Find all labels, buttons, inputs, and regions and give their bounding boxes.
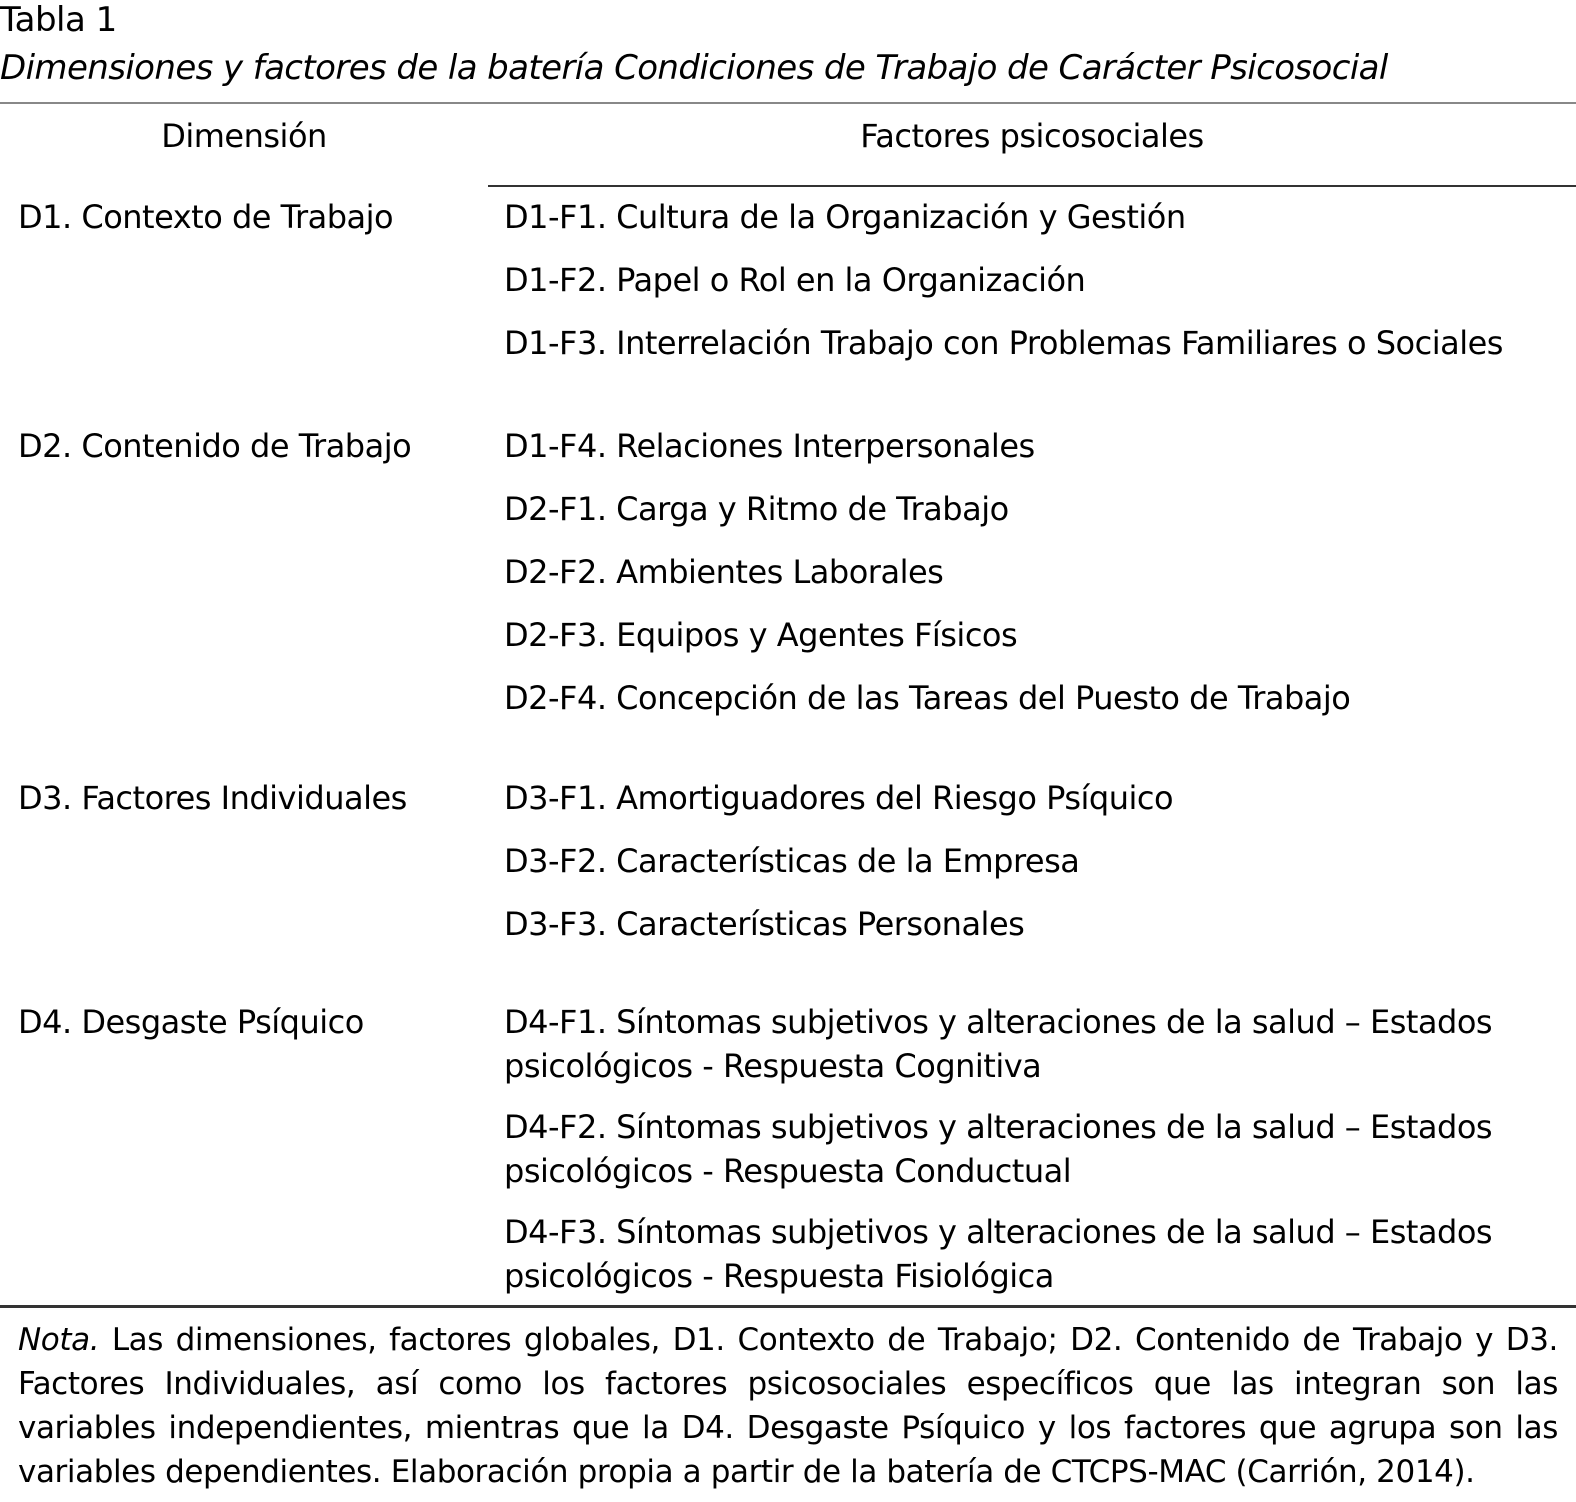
table-title: Dimensiones y factores de la batería Condiciones de Trabajo de Carácter Psicosocial: [0, 48, 1388, 88]
column-header-factors: Factores psicosociales: [860, 117, 1204, 155]
factor-cell-d4-f3: D4-F3. Síntomas subjetivos y alteraciones de la salud – Estados psicológicos - Respuesta Fisiológica: [504, 1213, 1493, 1295]
factor-cell-d4-f1: D4-F1. Síntomas subjetivos y alteraciones de la salud – Estados psicológicos - Respuesta Cognitiva: [504, 1003, 1493, 1085]
dimension-cell-d4: D4. Desgaste Psíquico: [18, 1003, 364, 1041]
factor-cell-d2-f3: D2-F3. Equipos y Agentes Físicos: [504, 616, 1018, 654]
note-text: Las dimensiones, factores globales, D1. Contexto de Trabajo; D2. Contenido de Trabajo y D3. Factores Individuales, así como los factores psicosociales específicos que las integran son las variables independientes, mientras que la D4. Desgaste Psíquico y los factores que agrupa son las variables dependientes. Elaboración propia a partir de la batería de CTCPS-MAC (Carrión, 2014).: [18, 1322, 1558, 1490]
table-label: Tabla 1: [0, 0, 117, 40]
dimension-cell-d1: D1. Contexto de Trabajo: [18, 198, 394, 236]
table-note: [18, 1318, 1558, 1494]
column-header-dimension: Dimensión: [161, 117, 327, 155]
dimension-cell-d3: D3. Factores Individuales: [18, 779, 407, 817]
factor-cell-d2-f4: D2-F4. Concepción de las Tareas del Puesto de Trabajo: [504, 679, 1351, 717]
factor-cell-d1-f2: D1-F2. Papel o Rol en la Organización: [504, 261, 1086, 299]
table-top-rule: [0, 102, 1576, 104]
factor-cell-d4-f2: D4-F2. Síntomas subjetivos y alteraciones de la salud – Estados psicológicos - Respuesta Conductual: [504, 1108, 1493, 1190]
factor-cell-d3-f2: D3-F2. Características de la Empresa: [504, 842, 1080, 880]
factor-cell-d1-f4: D1-F4. Relaciones Interpersonales: [504, 427, 1035, 465]
factor-cell-d1-f3: D1-F3. Interrelación Trabajo con Problemas Familiares o Sociales: [504, 324, 1503, 362]
dimension-cell-d2: D2. Contenido de Trabajo: [18, 427, 412, 465]
note-label: Nota.: [18, 1322, 100, 1358]
factor-cell-d2-f1: D2-F1. Carga y Ritmo de Trabajo: [504, 490, 1009, 528]
factor-cell-d1-f1: D1-F1. Cultura de la Organización y Gestión: [504, 198, 1186, 236]
table-bottom-rule: [0, 1305, 1576, 1308]
factor-cell-d2-f2: D2-F2. Ambientes Laborales: [504, 553, 944, 591]
header-rule: [488, 185, 1576, 187]
factor-cell-d3-f3: D3-F3. Características Personales: [504, 905, 1025, 943]
factor-cell-d3-f1: D3-F1. Amortiguadores del Riesgo Psíquico: [504, 779, 1174, 817]
